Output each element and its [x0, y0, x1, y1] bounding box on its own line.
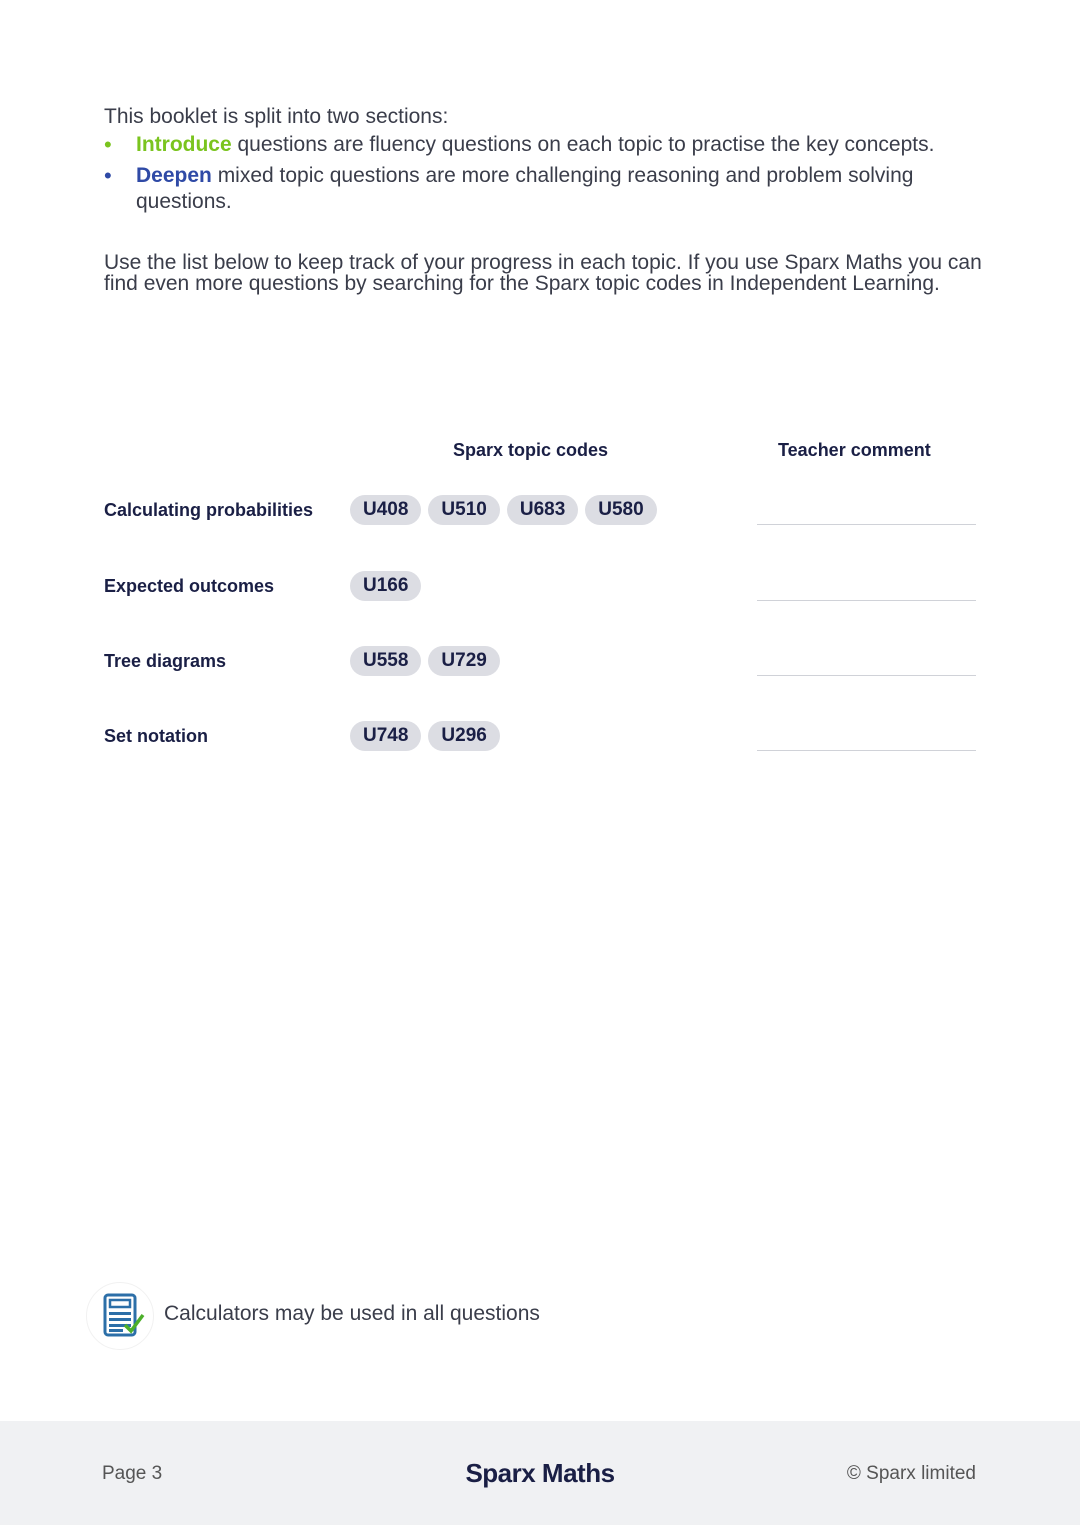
teacher-comment-line[interactable] [757, 524, 976, 525]
topic-code-badge: U729 [428, 646, 499, 676]
bullet-introduce [104, 132, 994, 158]
topic-label: Tree diagrams [104, 651, 227, 671]
tracking-paragraph: Use the list below to keep track of your progress in each topic. If you use Sparx Maths you can find even more questions by searching for the Sparx topic codes in Independent Learning. [104, 251, 982, 295]
copyright: © Sparx limited [846, 1463, 976, 1484]
comment-header: Teacher comment [778, 440, 931, 460]
bullet-text: questions are fluency questions on each topic to practise the key concepts. [231, 133, 935, 156]
topic-code-badge: U296 [428, 721, 499, 751]
topic-code-badge: U683 [507, 495, 578, 525]
topic-code-badge: U558 [350, 646, 421, 676]
keyword-introduce: Introduce [136, 133, 232, 156]
teacher-comment-line[interactable] [757, 675, 976, 676]
bullet-text: mixed topic questions are more challenging reasoning and problem solving questions. [136, 164, 914, 213]
brand-logo: Sparx Maths [465, 1458, 615, 1488]
codes-header: Sparx topic codes [453, 440, 609, 460]
topic-label: Calculating probabilities [104, 500, 314, 520]
bullet-deepen [104, 163, 994, 215]
intro-lead: This booklet is split into two sections: [104, 105, 449, 128]
teacher-comment-line[interactable] [757, 600, 976, 601]
keyword-deepen: Deepen [136, 164, 212, 187]
topic-label: Set notation [104, 726, 208, 746]
topic-codes [350, 571, 421, 601]
topic-codes [350, 646, 500, 676]
topic-code-badge: U580 [585, 495, 656, 525]
topic-code-badge: U748 [350, 721, 421, 751]
topic-code-badge: U408 [350, 495, 421, 525]
calculator-icon [86, 1282, 154, 1350]
topic-codes [350, 721, 500, 751]
page-number: Page 3 [102, 1463, 163, 1484]
topic-code-badge: U510 [428, 495, 499, 525]
calculator-note: Calculators may be used in all questions [164, 1302, 540, 1325]
topic-codes [350, 495, 657, 525]
footer [0, 1421, 1080, 1525]
teacher-comment-line[interactable] [757, 750, 976, 751]
intro-section [104, 104, 994, 220]
topic-label: Expected outcomes [104, 576, 275, 596]
topic-code-badge: U166 [350, 571, 421, 601]
